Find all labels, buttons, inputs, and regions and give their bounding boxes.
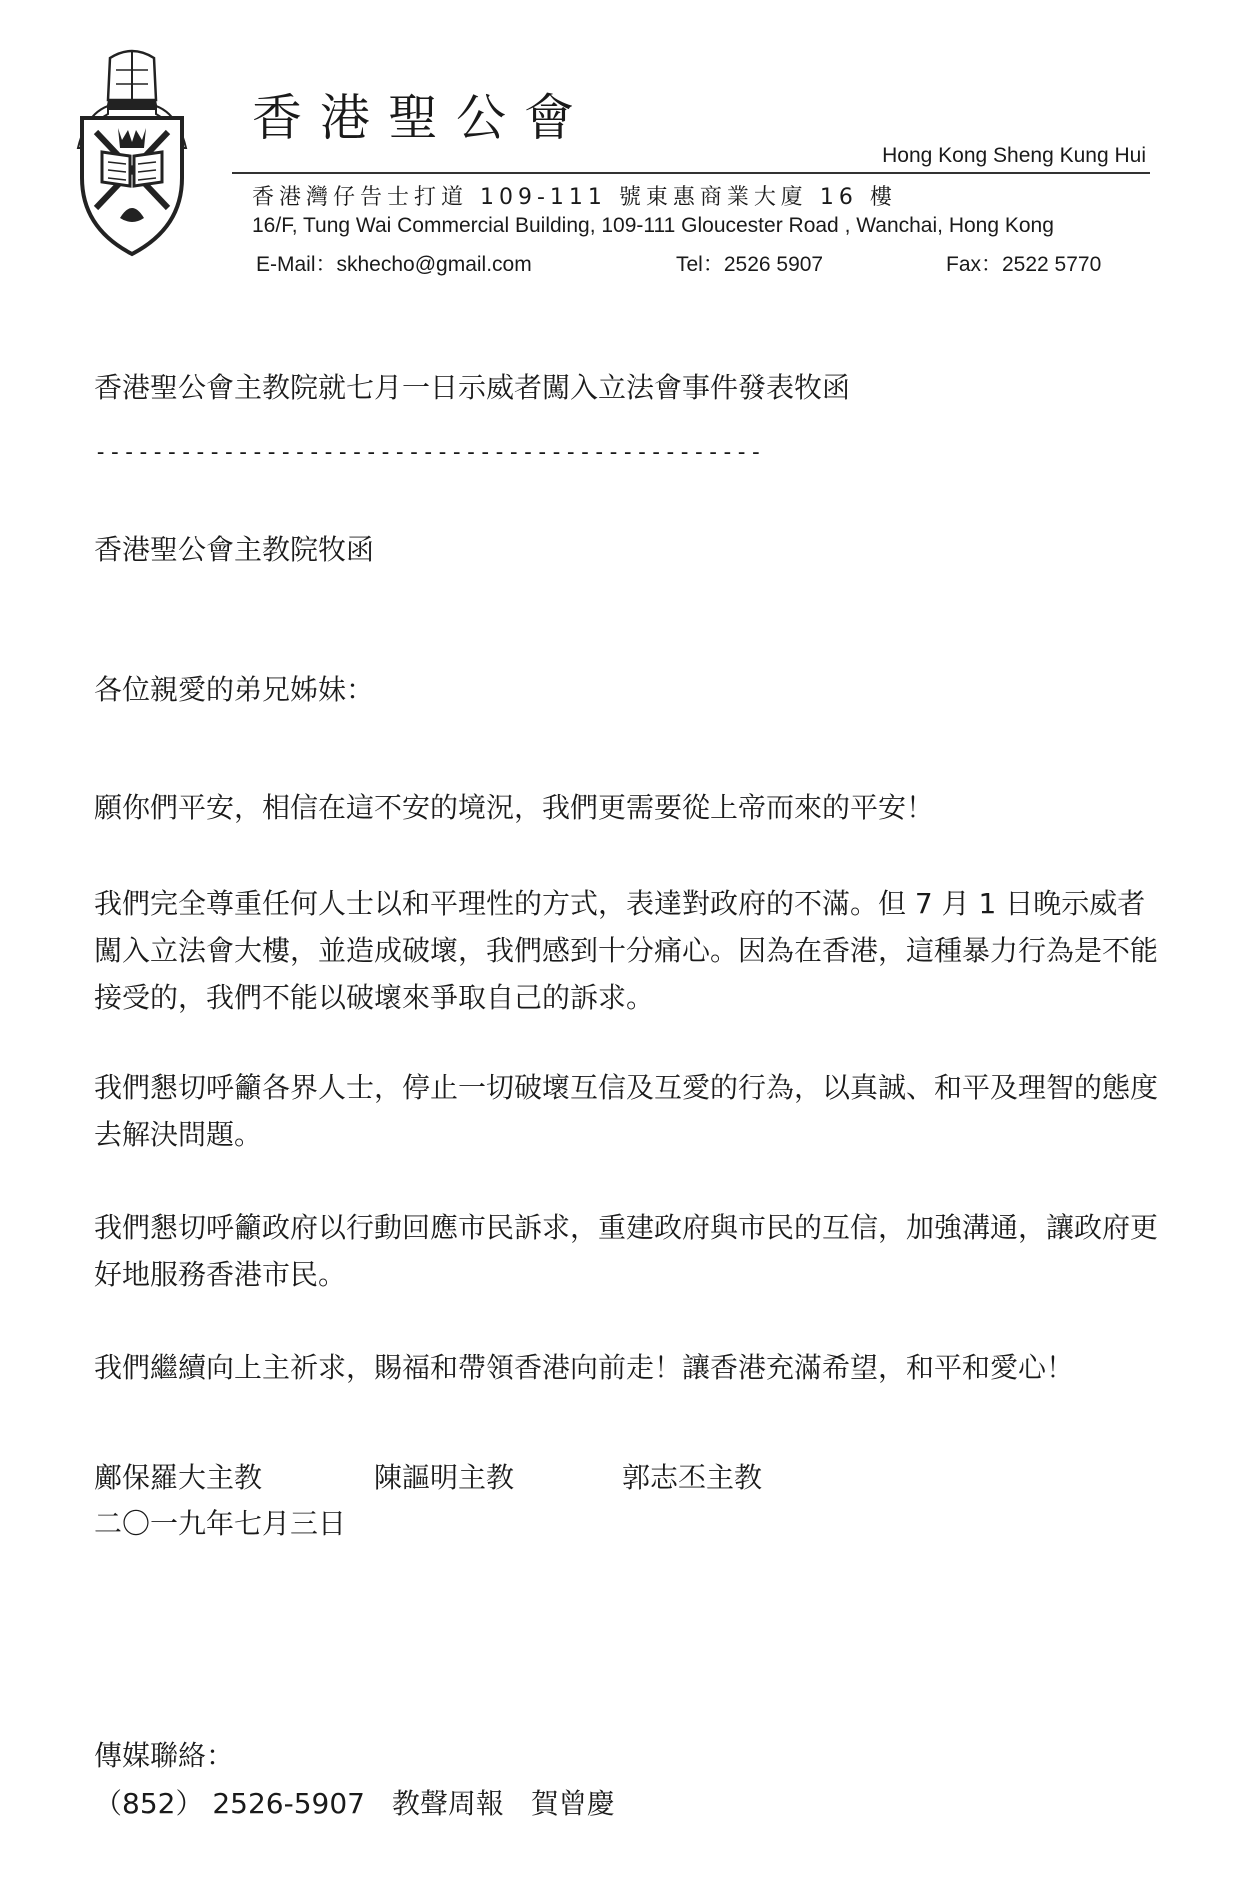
address-english: 16/F, Tung Wai Commercial Building, 109-111 Gloucester Road , Wanchai, Hong Kong	[252, 214, 1054, 237]
organization-name-chinese: 香港聖公會	[252, 89, 592, 147]
contact-telephone: Tel：2526 5907	[676, 253, 824, 276]
dashed-divider: -----------------------------------------------	[94, 440, 764, 465]
letter-paragraph: 我們繼續向上主祈求，賜福和帶領香港向前走！讓香港充滿希望，和平和愛心！	[94, 1351, 1075, 1384]
contact-email: E-Mail：skhecho@gmail.com	[256, 253, 532, 276]
signatory-archbishop: 鄺保羅大主教	[94, 1461, 263, 1494]
salutation: 各位親愛的弟兄姊妹：	[94, 673, 375, 706]
media-contact-person: 賀曾慶	[530, 1787, 615, 1820]
letter-subtitle: 香港聖公會主教院牧函	[94, 533, 375, 566]
media-contact-outlet: 教聲周報	[391, 1787, 504, 1820]
letter-title: 香港聖公會主教院就七月一日示威者闖入立法會事件發表牧函	[94, 371, 851, 404]
letter-paragraph: 我們懇切呼籲各界人士，停止一切破壞互信及互愛的行為，以真誠、和平及理智的態度去解決問題。	[94, 1071, 1159, 1151]
address-chinese: 香港灣仔告士打道 109-111 號東惠商業大廈 16 樓	[252, 185, 897, 210]
media-contact-label: 傳媒聯絡：	[94, 1739, 235, 1772]
letter-date: 二〇一九年七月三日	[94, 1507, 347, 1540]
letterhead	[0, 0, 1242, 300]
letter-paragraph: 我們懇切呼籲政府以行動回應市民訴求，重建政府與市民的互信，加強溝通，讓政府更好地服務香港市民。	[94, 1211, 1159, 1291]
media-contact-phone: （852） 2526-5907	[94, 1787, 365, 1820]
signatory-bishop: 陳謳明主教	[374, 1461, 515, 1494]
letter-paragraph: 我們完全尊重任何人士以和平理性的方式，表達對政府的不滿。但 7 月 1 日晚示威者闖入立法會大樓，並造成破壞，我們感到十分痛心。因為在香港，這種暴力行為是不能接受的，我們不能以破壞來爭取自己的訴求。	[94, 887, 1159, 1014]
media-contact-details	[94, 1782, 633, 1822]
contact-fax: Fax：2522 5770	[946, 253, 1102, 276]
signatory-bishop: 郭志丕主教	[622, 1461, 763, 1494]
diocese-crest-icon	[72, 48, 192, 260]
letterhead-divider	[232, 172, 1150, 174]
organization-name-english: Hong Kong Sheng Kung Hui	[882, 144, 1146, 167]
letter-paragraph: 願你們平安，相信在這不安的境況，我們更需要從上帝而來的平安！	[94, 791, 935, 824]
